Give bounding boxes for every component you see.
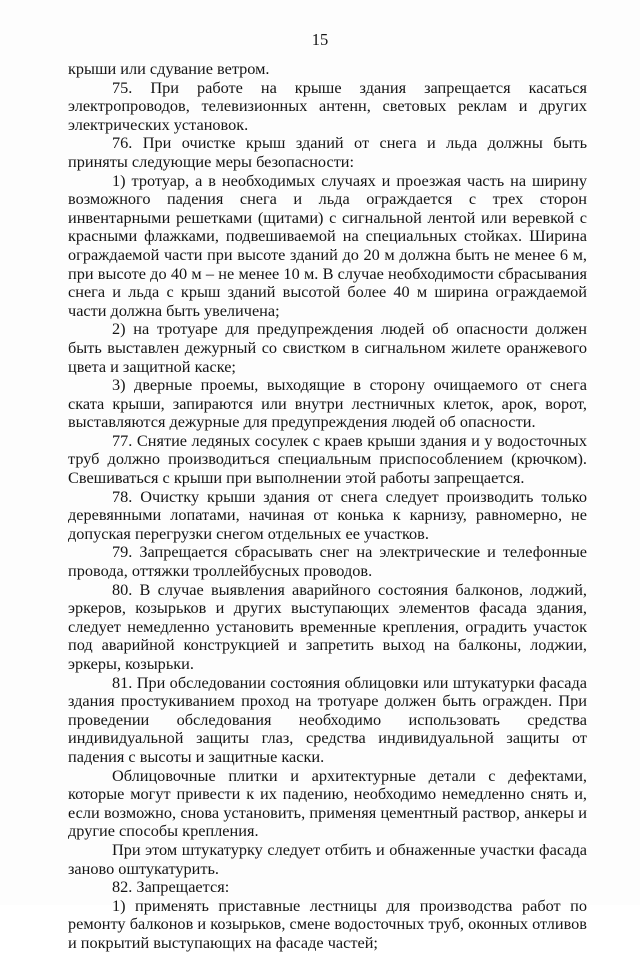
paragraph-continuation: крыши или сдувание ветром. <box>68 59 270 78</box>
paragraph-76-item-3: 3) дверные проемы, выходящие в сторону очищаемого от снега ската крыши, запираются или внутри лестничных клеток, арок, ворот, выставляются дежурные для предупреждения людей об опасности. <box>68 375 587 432</box>
paragraph-82: 82. Запрещается: <box>112 877 230 897</box>
paragraph-81-plaster: При этом штукатурку следует отбить и обнаженные участки фасада заново оштукатурить. <box>68 839 587 878</box>
paragraph-81: 81. При обследовании состояния облицовки или штукатурки фасада здания простукиванием проход на тротуаре должен быть огражден. При проведении обследования необходимо использовать средства индивидуальной защиты глаз, средства индивидуальной защиты от падения с высоты и защитные каски. <box>68 672 587 766</box>
paragraph-78: 78. Очистку крыши здания от снега следует производить только деревянными лопатами, начиная от конька к карнизу, равномерно, не допуская перегрузки снегом отдельных ее участков. <box>68 486 587 543</box>
paragraph-82-item-1: 1) применять приставные лестницы для производства работ по ремонту балконов и козырьков, смене водосточных труб, оконных отливов и покрытий выступающих на фасаде частей; <box>68 895 587 952</box>
paragraph-76-item-2: 2) на тротуаре для предупреждения людей об опасности должен быть выставлен дежурный со свистком в сигнальном жилете оранжевого цвета и защитной каске; <box>68 319 587 376</box>
paragraph-75: 75. При работе на крыше здания запрещается касаться электропроводов, телевизионных антенн, световых реклам и других электрических установок. <box>68 77 587 134</box>
document-body <box>68 60 587 953</box>
paragraph-81-tiles: Облицовочные плитки и архитектурные детали с дефектами, которые могут привести к их падению, необходимо немедленно снять и, если возможно, снова установить, применяя цементный раствор, анкеры и другие способы крепления. <box>68 765 587 841</box>
paragraph-79: 79. Запрещается сбрасывать снег на электрические и телефонные провода, оттяжки троллейбусных проводов. <box>68 542 587 581</box>
paragraph-77: 77. Снятие ледяных сосулек с краев крыши здания и у водосточных труб должно производиться специальным приспособлением (крючком). Свешиваться с крыши при выполнении этой работы запрещается. <box>68 430 587 488</box>
page-number: 15 <box>311 30 329 49</box>
paragraph-76: 76. При очистке крыш зданий от снега и льда должны быть приняты следующие меры безопасности: <box>68 133 587 171</box>
paragraph-76-item-1: 1) тротуар, а в необходимых случаях и проезжая часть на ширину возможного падения снега и льда ограждается с трех сторон инвентарными решетками (щитами) с сигнальной лентой или веревкой с красными флажками, подвешиваемой на специальных стойках. Ширина ограждаемой части при высоте зданий до 20 м должна быть не менее 6 м, при высоте до 40 м – не менее 10 м. В случае необходимости сбрасывания снега и льда с крыш зданий высотой более 40 м ширина ограждаемой части должна быть увеличена; <box>68 170 587 320</box>
paragraph-80: 80. В случае выявления аварийного состояния балконов, лоджий, эркеров, козырьков и других выступающих элементов фасада здания, следует немедленно установить временные крепления, оградить участок под аварийной конструкцией и запретить выход на балконы, лоджии, эркеры, козырьки. <box>68 579 587 673</box>
